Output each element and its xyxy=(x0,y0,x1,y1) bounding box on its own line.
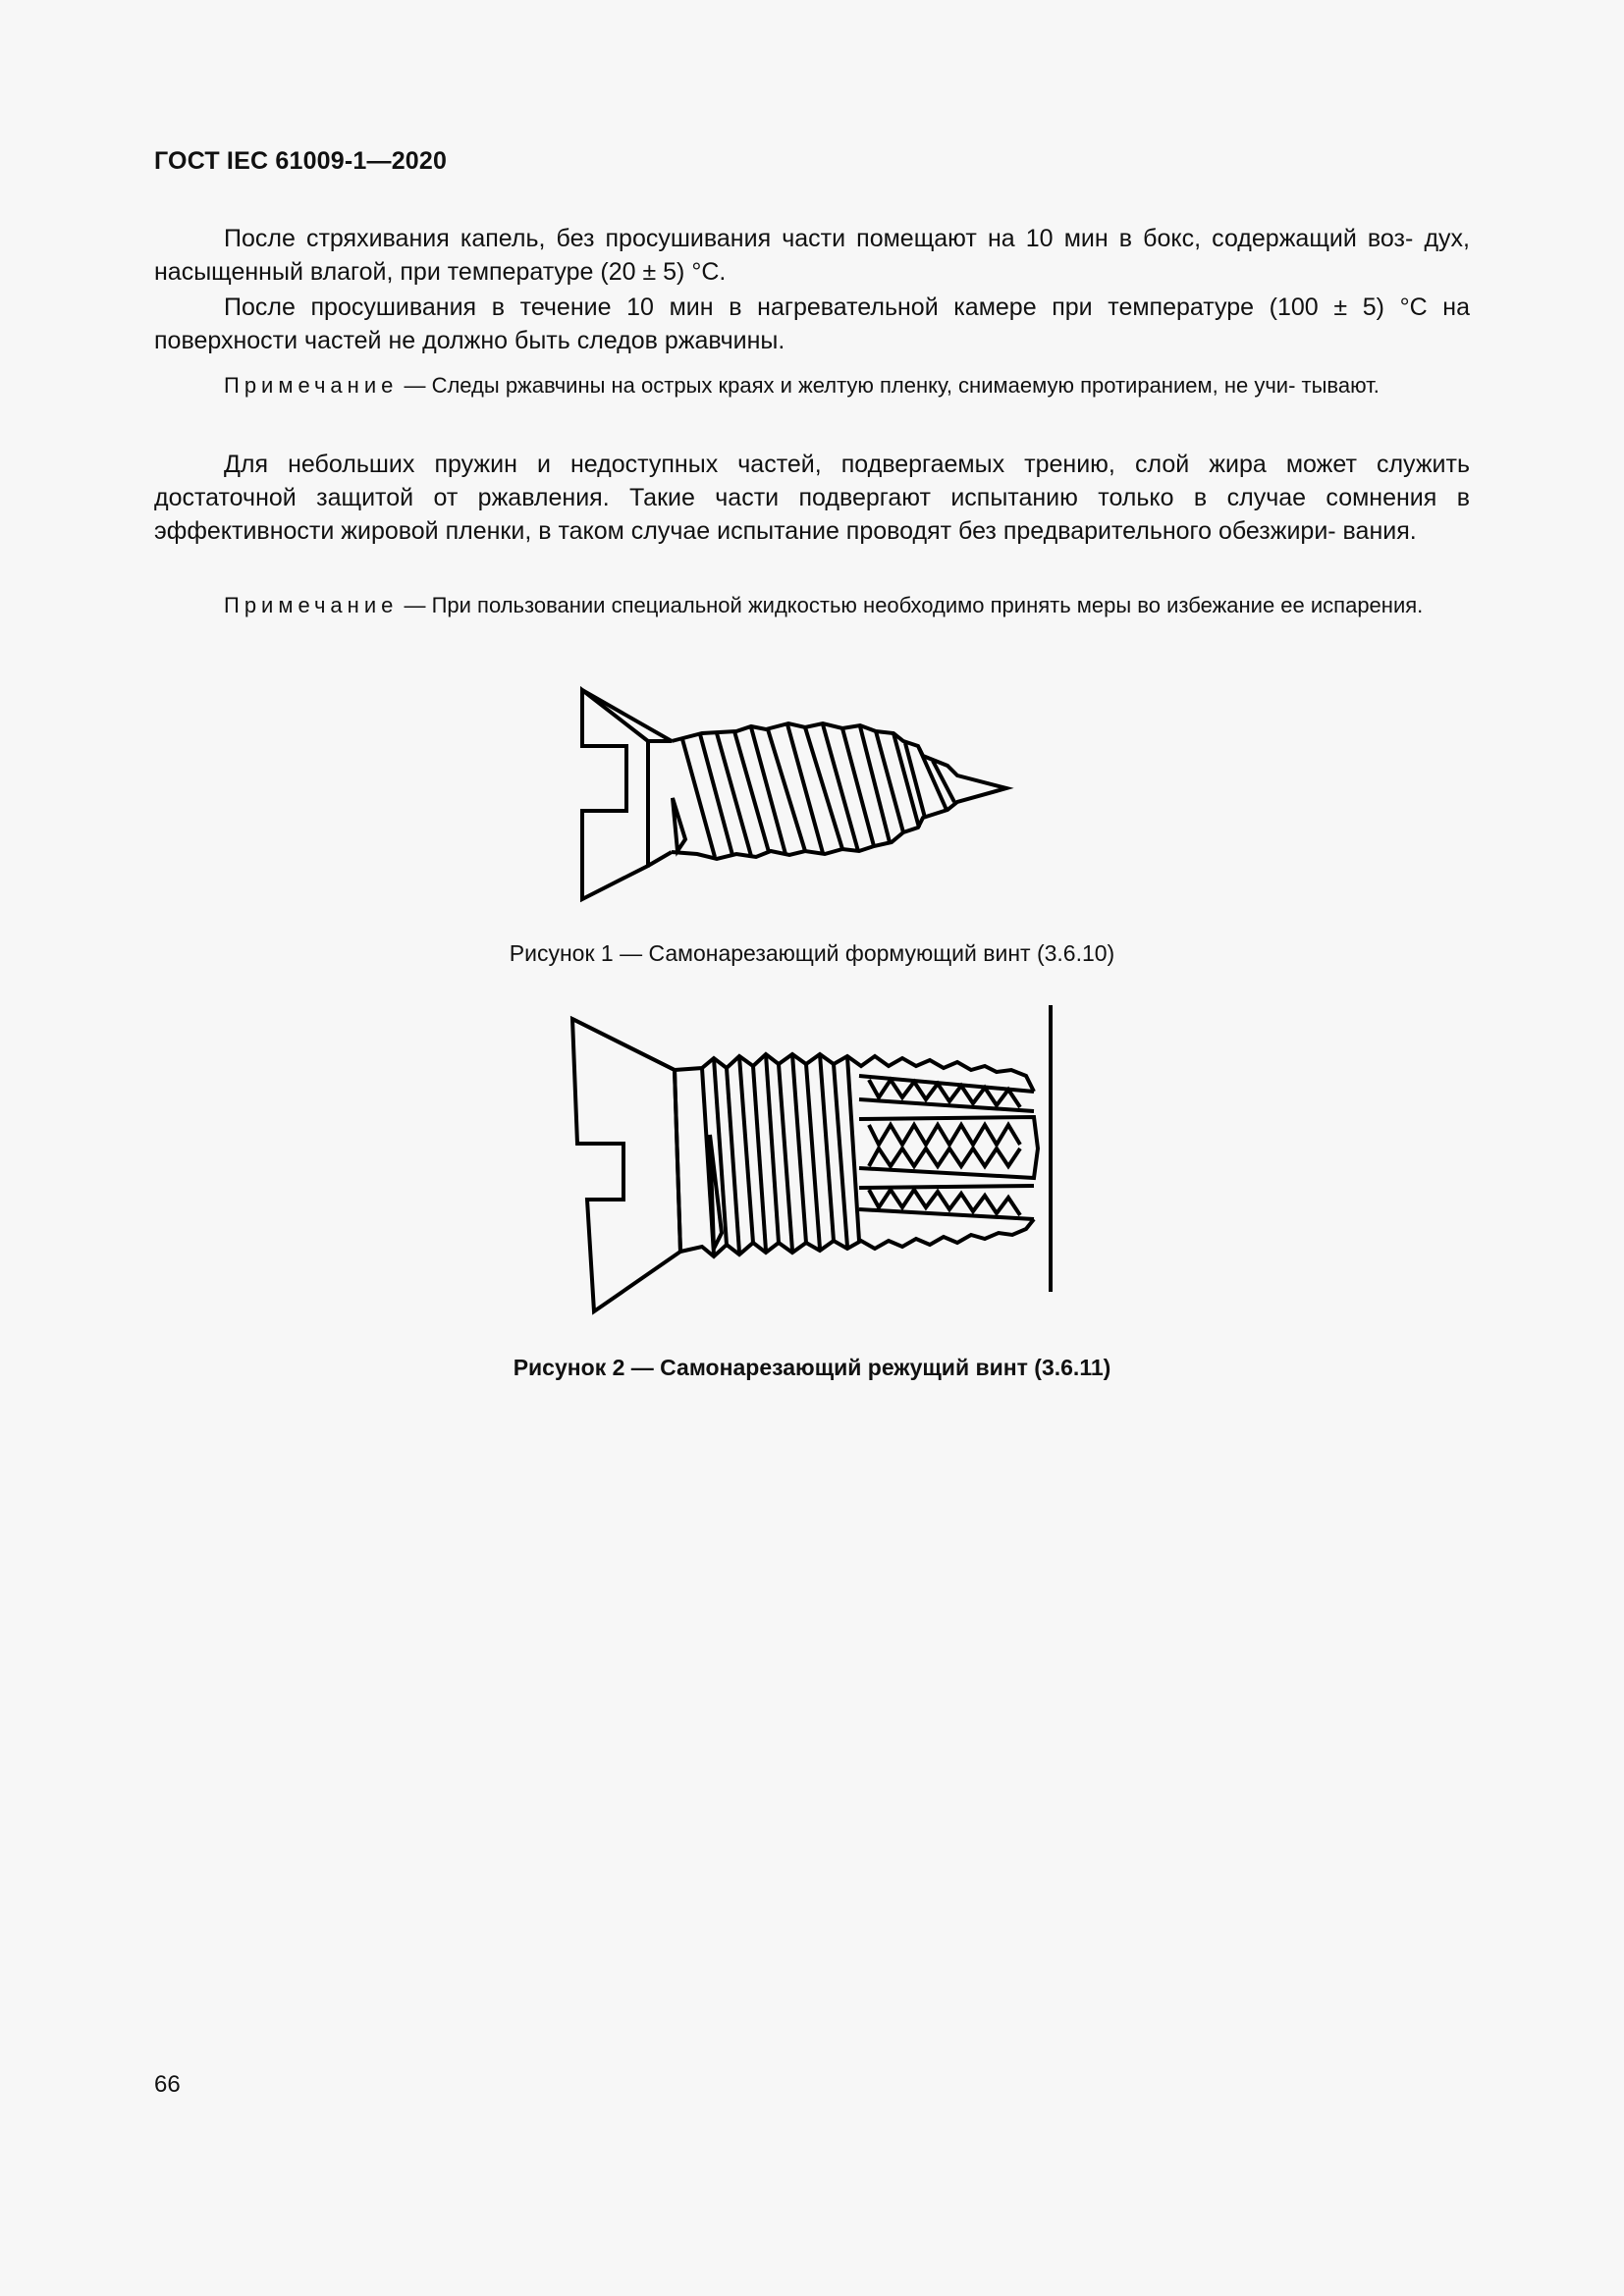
page-number: 66 xyxy=(154,2071,181,2098)
note-label: Примечание xyxy=(224,593,399,617)
note-text: — При пользовании специальной жидкостью необходимо принять меры во избежание ее испарения. xyxy=(404,593,1424,617)
note-label: Примечание xyxy=(224,373,399,398)
document-header: ГОСТ IEC 61009-1—2020 xyxy=(154,147,448,175)
figure-2-caption: Рисунок 2 — Самонарезающий режущий винт (3.6.11) xyxy=(513,1355,1111,1380)
text-block-1 xyxy=(154,222,1470,357)
paragraph-grease: Для небольших пружин и недоступных частей, подвергаемых трению, слой жира может служить достаточной защитой от ржавления. Такие части подвергают испытанию только в случае сомнения в эффективности жировой пленки, в таком случае испытание проводят без предварительного обезжири- вания. xyxy=(154,451,1470,545)
text-block-2 xyxy=(154,448,1470,548)
paragraph-drying: После просушивания в течение 10 мин в нагревательной камере при температуре (100 ± 5) °C на поверхности частей не должно быть следов ржавчины. xyxy=(154,294,1470,354)
figure-1-caption: Рисунок 1 — Самонарезающий формующий винт (3.6.10) xyxy=(509,940,1115,966)
figure-2-screw-drawing xyxy=(565,1001,1065,1315)
figure-1-screw-drawing xyxy=(569,682,1070,908)
note-rust xyxy=(154,371,1470,400)
paragraph-humidity: После стряхивания капель, без просушивания части помещают на 10 мин в бокс, содержащий воз- дух, насыщенный влагой, при температуре (20 ± 5) °C. xyxy=(154,225,1470,286)
note-text: — Следы ржавчины на острых краях и желтую пленку, снимаемую протиранием, не учи- тывают. xyxy=(404,373,1380,398)
note-liquid xyxy=(154,591,1470,620)
